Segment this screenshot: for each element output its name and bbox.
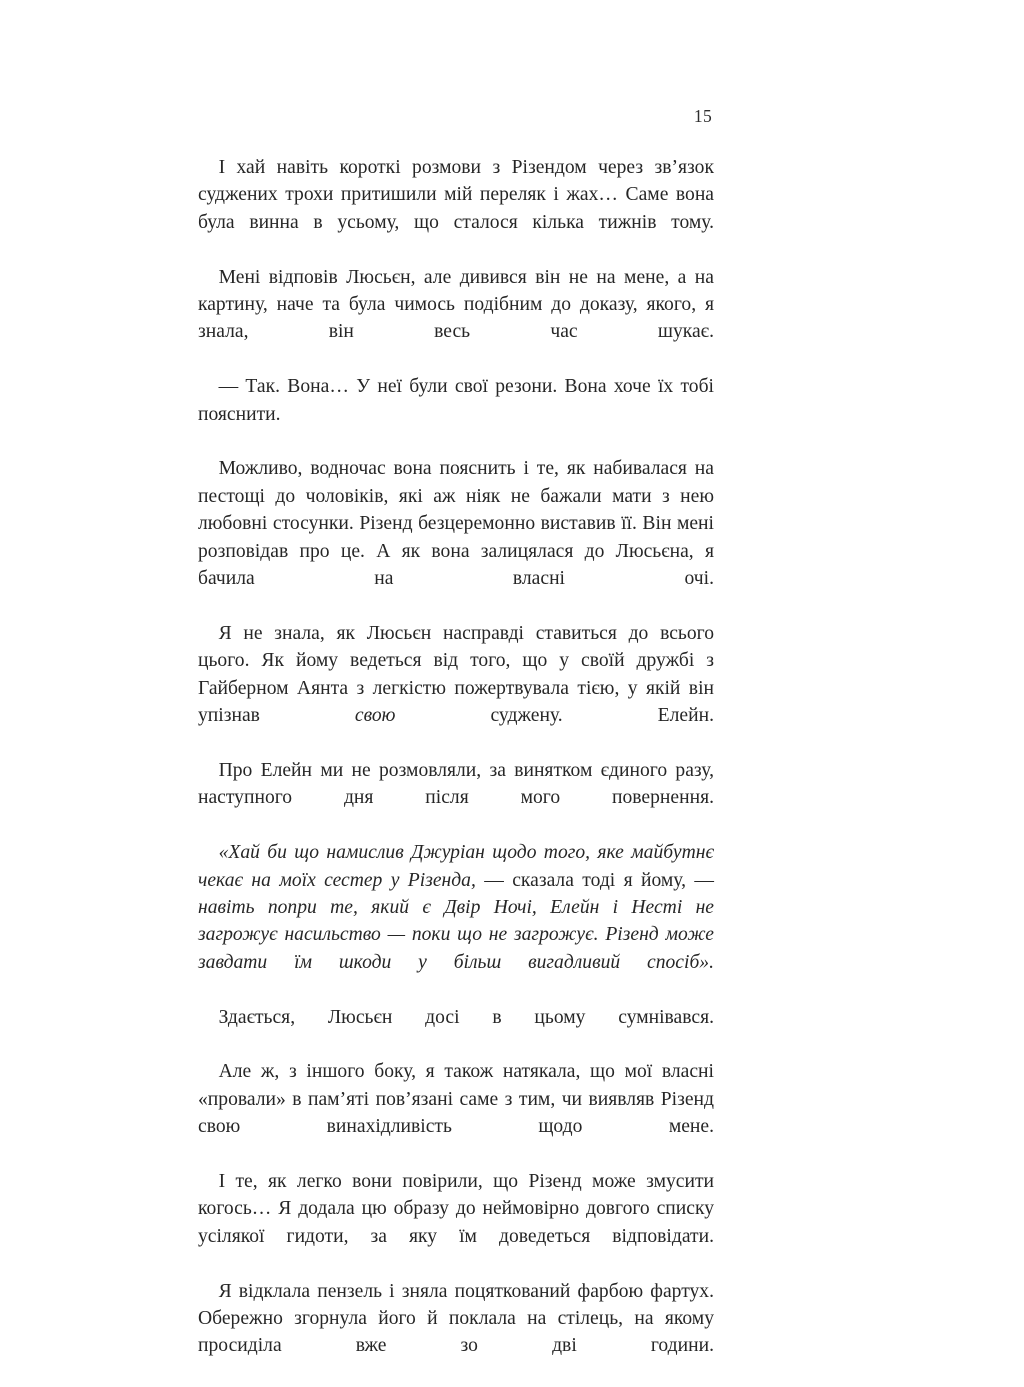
text-run-roman: І те, як легко вони повірили, що Різенд може змусити когось… Я додала цю образу до неймовірно довгого списку усілякої гидоти, за яку їм доведеться відповідати. xyxy=(198,1171,714,1247)
text-run-italic: навіть попри те, який є Двір Ночі, Елейн і Несті не загрожує насильство — поки що не загрожує. Різенд може завдати їм шкоди у більш вигадливий спосіб». xyxy=(198,896,714,973)
paragraph xyxy=(198,1004,714,1059)
text-run-roman: Мені відповів Люсьєн, але дивився він не на мене, а на картину, наче та була чимось подібним до доказу, якого, я знала, він весь час шукає. xyxy=(198,266,714,343)
text-run-roman: Можливо, водночас вона пояснить і те, як набивалася на пестощі до чоловіків, які аж ніяк не бажали мати з нею любовні стосунки. Різенд безцеремонно виставив її. Він мені розповідав про це. А як вона залицялася до Люсьєна, я бачила на власні очі. xyxy=(198,458,714,590)
paragraph xyxy=(198,1168,714,1278)
paragraph xyxy=(198,620,714,757)
paragraph xyxy=(198,1058,714,1168)
paragraph xyxy=(198,154,714,264)
paragraph xyxy=(198,1278,714,1387)
text-run-roman: — Так. Вона… У неї були свої резони. Вона хоче їх тобі пояснити. xyxy=(198,376,714,425)
text-run-roman: Про Елейн ми не розмовляли, за винятком єдиного разу, наступного дня після мого повернення. xyxy=(198,759,714,809)
paragraph xyxy=(198,455,714,619)
text-run-roman: Але ж, з іншого боку, я також натякала, що мої власні «провали» в пам’яті пов’язані саме з тим, чи виявляв Різенд свою винахідливість щодо мене. xyxy=(198,1061,714,1138)
paragraph xyxy=(198,839,714,1003)
text-run-roman: І хай навіть короткі розмови з Різендом через зв’язок суджених трохи притишили мій переляк і жах… Саме вона була винна в усьому, що сталося кілька тижнів тому. xyxy=(198,157,714,233)
paragraph xyxy=(198,264,714,374)
paragraph xyxy=(198,757,714,839)
text-run-italic: «Хай би що намислив Джуріан щодо того, яке майбутнє чекає на моїх сестер у Різенда, xyxy=(198,842,714,891)
text-run-roman: суджену. Елейн. xyxy=(395,705,714,727)
text-run-roman: Здається, Люсьєн досі в цьому сумнівався. xyxy=(218,1006,714,1028)
page-number: 15 xyxy=(693,106,712,126)
text-run-roman: — сказала тоді я йому, — xyxy=(475,869,714,891)
paragraph xyxy=(198,373,714,455)
body-text-block xyxy=(198,154,714,1387)
text-run-italic: свою xyxy=(354,705,396,727)
text-run-roman: Я не знала, як Люсьєн насправді ставиться до всього цього. Як йому ведеться від того, що у своїй дружбі з Гайберном Аянта з легкістю пожертвувала тією, у якій він упізнав xyxy=(198,622,714,727)
text-run-roman: Я відклала пензель і зняла поцяткований фарбою фартух. Обережно згорнула його й поклала на стілець, на якому просиділа вже зо дві години. xyxy=(198,1280,714,1357)
